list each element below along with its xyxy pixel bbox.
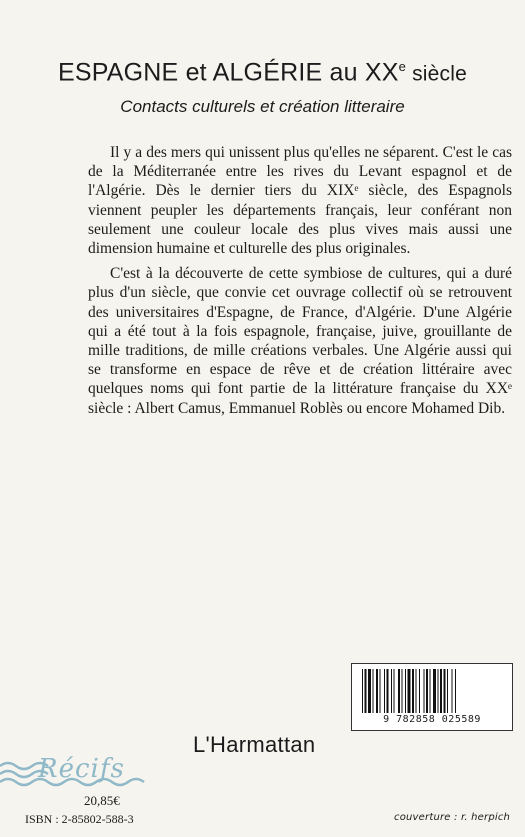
book-title-suffix: siècle — [406, 62, 467, 86]
barcode-bar — [391, 669, 392, 713]
barcode-bar — [433, 669, 436, 713]
barcode-bar — [402, 669, 403, 713]
blurb-paragraph-2: C'est à la découverte de cette symbiose de cultures, qui a duré plus d'un siècle, que convie cet ouvrage collectif où se retrouvent des universitaires d'Espagne, de France, d'Algérie. D'une Algérie qui a été tout à la fois espagnole, française, juive, grouillante de mille traditions, de mille créations verbales. Une Algérie aussi qui se transforme en espace de rêve et de création littéraire avec quelques noms qui font partie de la littérature française du XXᵉ siècle : Albert Camus, Emmanuel Roblès ou encore Mohamed Dib. — [88, 265, 512, 417]
barcode-bar — [368, 669, 371, 713]
barcode-bars — [362, 669, 502, 713]
publisher-name: L'Harmattan — [193, 732, 316, 757]
barcode-bar — [380, 669, 381, 713]
barcode-bar — [373, 669, 374, 713]
price: 20,85€ — [84, 793, 120, 808]
barcode-bar — [387, 669, 389, 713]
book-title — [0, 52, 525, 89]
barcode — [351, 663, 513, 731]
barcode-bar — [398, 669, 400, 713]
barcode-number: 9 782858 025589 — [383, 714, 481, 725]
barcode-bar — [412, 669, 414, 713]
book-title-superscript: e — [398, 59, 407, 74]
barcode-bar — [405, 669, 406, 713]
barcode-bar — [440, 669, 442, 713]
series-logo — [0, 752, 160, 794]
barcode-bar — [455, 669, 456, 713]
barcode-bar — [384, 669, 385, 713]
barcode-bar — [394, 669, 395, 713]
barcode-bar — [438, 669, 439, 713]
barcode-bar — [430, 669, 431, 713]
title-block — [0, 52, 525, 117]
barcode-bar — [365, 669, 367, 713]
barcode-bar — [424, 669, 425, 713]
book-title-main: ESPAGNE et ALGÉRIE au XX — [58, 58, 399, 87]
barcode-bar — [444, 669, 446, 713]
barcode-bar — [362, 669, 363, 713]
isbn: ISBN : 2-85802-588-3 — [25, 812, 134, 826]
blurb — [88, 143, 512, 418]
barcode-bar — [419, 669, 420, 713]
barcode-bar — [408, 669, 411, 713]
blurb-paragraph-1: Il y a des mers qui unissent plus qu'elles ne séparent. C'est le cas de la Méditerranée entre les rives du Levant espagnol et de l'Algérie. Dès le dernier tiers du XIXᵉ siècle, des Espagnols viennent peupler les départements français, leur conférant non seulement une couleur locale des plus vives mais aussi une dimension humaine et culturelle des plus originales. — [88, 144, 512, 258]
series-name: Récifs — [38, 754, 125, 784]
barcode-bar — [376, 669, 378, 713]
barcode-bar — [452, 669, 453, 713]
cover-credit: couverture : r. herpich — [394, 812, 511, 823]
barcode-bar — [426, 669, 428, 713]
book-subtitle: Contacts culturels et création litteraire — [120, 97, 405, 117]
barcode-bar — [416, 669, 417, 713]
barcode-bar — [447, 669, 448, 713]
